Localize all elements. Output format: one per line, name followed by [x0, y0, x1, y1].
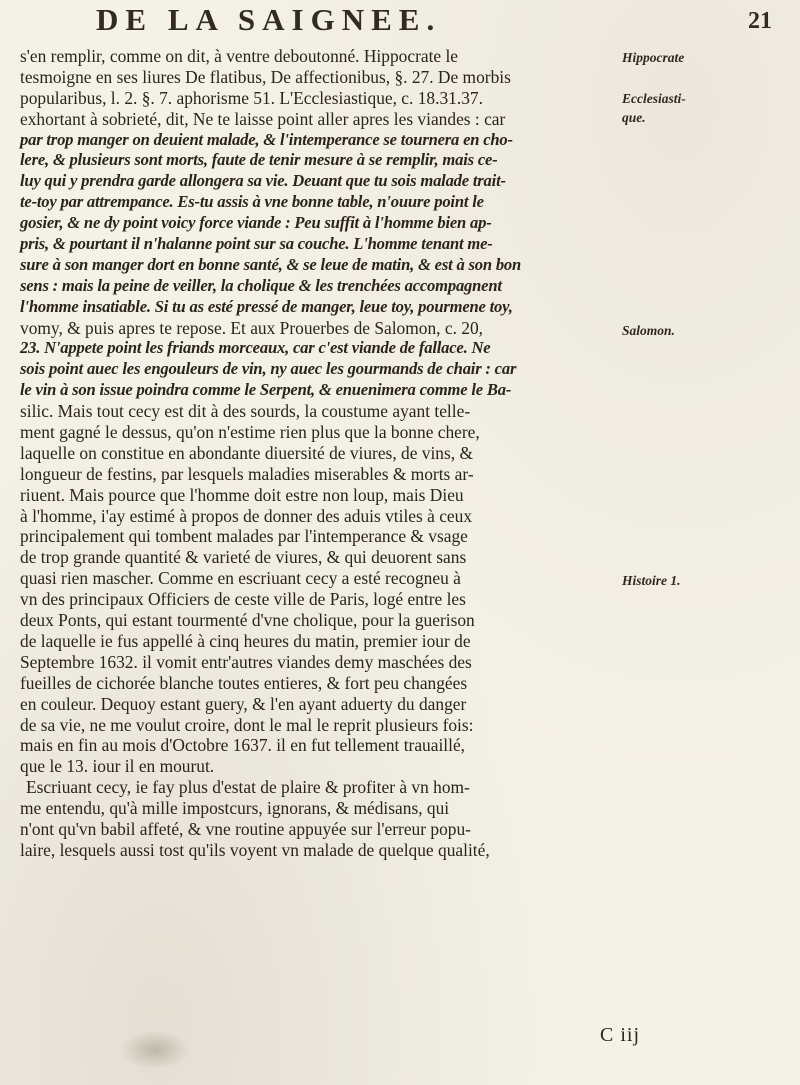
text-line: vomy, & puis apres te repose. Et aux Prouerbes de Salomon, c. 20,	[20, 317, 484, 338]
text-line-italic: gosier, & ne dy point voicy force viande : Peu suffit à l'homme bien ap-	[20, 213, 492, 233]
text-line: vn des principaux Officiers de ceste ville de Paris, logé entre les	[20, 589, 466, 610]
text-line: popularibus, l. 2. §. 7. aphorisme 51. L'Ecclesiastique, c. 18.31.37.	[20, 87, 483, 108]
text-line-italic: l'homme insatiable. Si tu as esté pressé de manger, leue toy, pourmene toy,	[20, 296, 513, 316]
margin-note-ecclesiastique: Ecclesiasti-	[622, 91, 686, 106]
margin-note-ecclesiastique-cont: que.	[622, 110, 646, 125]
text-line: laire, lesquels aussi tost qu'ils voyent vn malade de quelque qualité,	[20, 839, 490, 860]
text-line-italic: sure à son manger dort en bonne santé, & se leue de matin, & est à son bon	[20, 254, 522, 274]
text-line-italic: lere, & plusieurs sont morts, faute de tenir mesure à se remplir, mais ce-	[20, 150, 498, 170]
body-text	[20, 46, 608, 861]
text-line-italic: sens : mais la peine de veiller, la cholique & les trenchées accompagnent	[20, 275, 502, 295]
text-line: ment gagné le dessus, qu'on n'estime rien plus que la bonne chere,	[20, 422, 480, 443]
text-line: n'ont qu'vn babil affeté, & vne routine appuyée sur l'erreur popu-	[20, 818, 471, 839]
ink-smudge	[120, 1030, 190, 1070]
text-line: de sa vie, ne me voulut croire, dont le mal le reprit plusieurs fois:	[20, 714, 474, 735]
text-line: fueilles de cichorée blanche toutes entieres, & fort peu changées	[20, 672, 468, 693]
text-line: de trop grande quantité & varieté de viures, & qui deuorent sans	[20, 547, 467, 568]
text-line-italic: 23. N'appete point les friands morceaux, car c'est viande de fallace. Ne	[20, 338, 491, 358]
text-line: longueur de festins, par lesquels maladies miserables & morts ar-	[20, 463, 474, 484]
text-line: de laquelle ie fus appellé à cinq heures du matin, premier iour de	[20, 630, 471, 651]
text-line-italic: par trop manger on deuient malade, & l'intemperance se tournera en cho-	[20, 129, 513, 149]
text-line: riuent. Mais pource que l'homme doit estre non loup, mais Dieu	[20, 484, 464, 505]
paragraph-first-line: Escriuant cecy, ie fay plus d'estat de plaire & profiter à vn hom-	[26, 777, 470, 798]
text-line-italic: sois point auec les engouleurs de vin, ny auec les gourmands de chair : car	[20, 359, 517, 379]
text-line: exhortant à sobrieté, dit, Ne te laisse point aller apres les viandes : car	[20, 108, 506, 129]
text-line-italic: luy qui y prendra garde allongera sa vie. Deuant que tu sois malade trait-	[20, 171, 506, 191]
text-line: en couleur. Dequoy estant guery, & l'en ayant aduerty du danger	[20, 693, 467, 714]
text-line: silic. Mais tout cecy est dit à des sourds, la coustume ayant telle-	[20, 401, 471, 422]
text-line: laquelle on constitue en abondante diuersité de viures, de vins, &	[20, 442, 473, 463]
text-line: à l'homme, i'ay estimé à propos de donner des aduis vtiles à ceux	[20, 505, 473, 526]
text-line: quasi rien mascher. Comme en escriuant cecy a esté recogneu à	[20, 568, 461, 589]
text-line: principalement qui tombent malades par l'intemperance & vsage	[20, 526, 468, 547]
margin-note-histoire: Histoire 1.	[622, 573, 681, 588]
text-line-italic: le vin à son issue poindra comme le Serpent, & enuenimera comme le Ba-	[20, 380, 512, 400]
text-line: me entendu, qu'à mille impostcurs, ignorans, & médisans, qui	[20, 798, 450, 819]
text-line: Septembre 1632. il vomit entr'autres viandes demy maschées des	[20, 651, 472, 672]
page-number: 21	[748, 8, 772, 34]
text-line: mais en fin au mois d'Octobre 1637. il en fut tellement trauaillé,	[20, 735, 466, 756]
text-line-italic: te-toy par attrempance. Es-tu assis à vne bonne table, n'ouure point le	[20, 192, 484, 212]
text-line: que le 13. iour il en mourut.	[20, 756, 215, 777]
margin-note-salomon: Salomon.	[622, 323, 675, 338]
text-line: tesmoigne en ses liures De flatibus, De affectionibus, §. 27. De morbis	[20, 66, 511, 87]
signature-mark: C iij	[600, 1024, 641, 1046]
text-line: deux Ponts, qui estant tourmenté d'vne cholique, pour la guerison	[20, 610, 475, 631]
text-line: s'en remplir, comme on dit, à ventre deboutonné. Hippocrate le	[20, 46, 459, 66]
running-head: DE LA SAIGNEE.	[96, 2, 442, 37]
text-line-italic: pris, & pourtant il n'halanne point sur sa couche. L'homme tenant me-	[20, 234, 493, 254]
margin-note-hippocrate: Hippocrate	[622, 50, 685, 65]
